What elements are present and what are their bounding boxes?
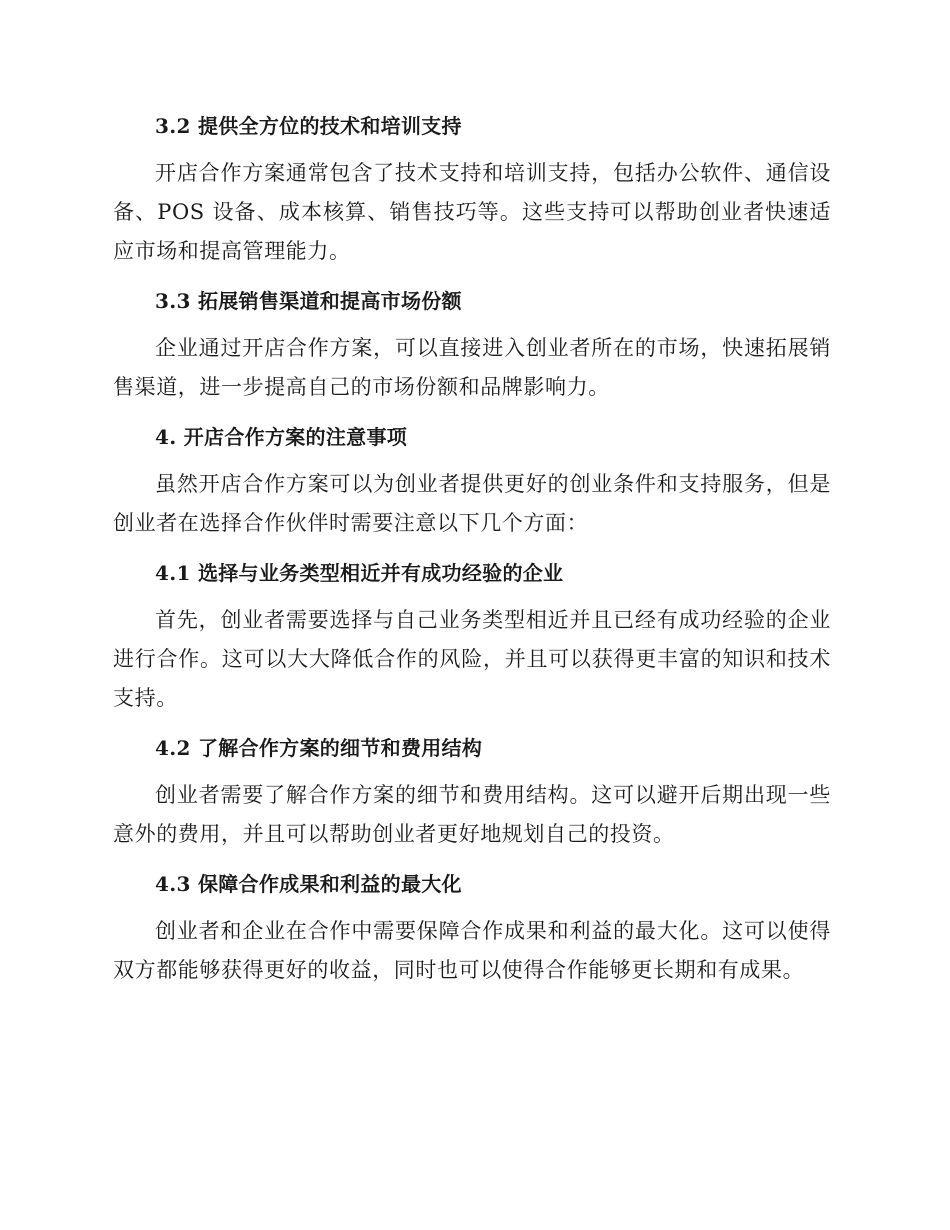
paragraph-4: 虽然开店合作方案可以为创业者提供更好的创业条件和支持服务，但是创业者在选择合作伙伴时需要注意以下几个方面：: [113, 472, 831, 535]
section-heading-4: 4. 开店合作方案的注意事项: [155, 425, 408, 449]
section-heading-3-2: 3.2 提供全方位的技术和培训支持: [155, 114, 462, 138]
section-heading-4-2: 4.2 了解合作方案的细节和费用结构: [155, 736, 483, 760]
paragraph-4-1: 首先，创业者需要选择与自己业务类型相近并且已经有成功经验的企业进行合作。这可以大大降低合作的风险，并且可以获得更丰富的知识和技术支持。: [113, 608, 831, 710]
section-heading-3-3: 3.3 拓展销售渠道和提高市场份额: [155, 289, 462, 313]
paragraph-4-2: 创业者需要了解合作方案的细节和费用结构。这可以避开后期出现一些意外的费用，并且可以帮助创业者更好地规划自己的投资。: [113, 783, 831, 846]
paragraph-3-3: 企业通过开店合作方案，可以直接进入创业者所在的市场，快速拓展销售渠道，进一步提高自己的市场份额和品牌影响力。: [113, 336, 831, 399]
document-page: [113, 108, 831, 1002]
section-heading-4-3: 4.3 保障合作成果和利益的最大化: [155, 872, 462, 896]
section-heading-4-1: 4.1 选择与业务类型相近并有成功经验的企业: [155, 561, 564, 585]
paragraph-4-3: 创业者和企业在合作中需要保障合作成果和利益的最大化。这可以使得双方都能够获得更好的收益，同时也可以使得合作能够更长期和有成果。: [113, 919, 831, 982]
paragraph-3-2: 开店合作方案通常包含了技术支持和培训支持，包括办公软件、通信设备、POS 设备、成本核算、销售技巧等。这些支持可以帮助创业者快速适应市场和提高管理能力。: [113, 161, 831, 263]
